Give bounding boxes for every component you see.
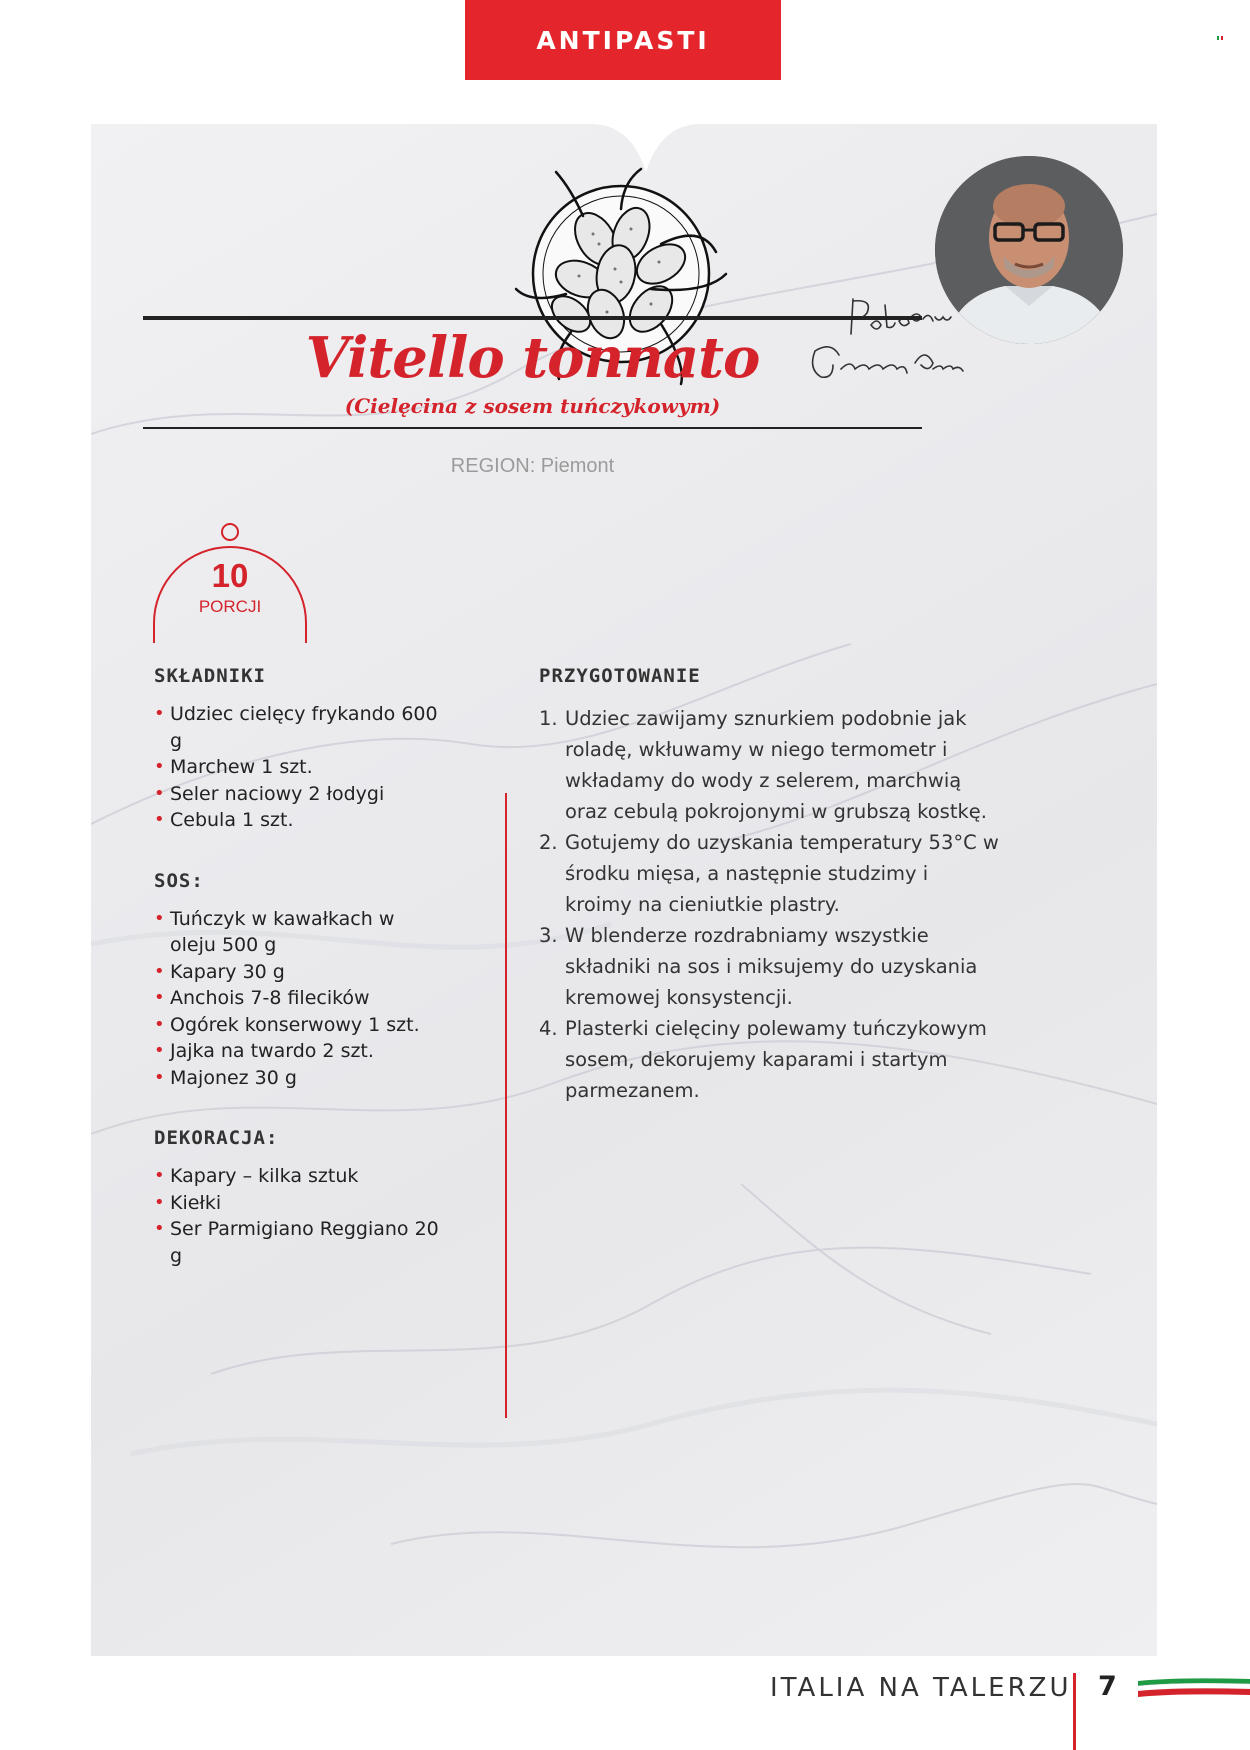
servings-label: PORCJI bbox=[198, 597, 262, 616]
preparation-steps bbox=[539, 703, 999, 1106]
list-item: • Marchew 1 szt. bbox=[154, 754, 444, 781]
step-text: Udziec zawijamy sznurkiem podobnie jak roladę, wkłuwamy w niego termometr i wkładamy do wody z selerem, marchwią oraz cebulą pokrojonymi w grubszą kostkę. bbox=[565, 707, 987, 823]
step-number: 4. bbox=[539, 1017, 558, 1040]
list-item: • Majonez 30 g bbox=[154, 1065, 444, 1092]
preparation-heading: PRZYGOTOWANIE bbox=[539, 665, 701, 687]
step-item bbox=[539, 703, 999, 827]
servings-count: 10 bbox=[211, 557, 249, 594]
list-item: • Cebula 1 szt. bbox=[154, 807, 444, 834]
list-item: • Udziec cielęcy frykando 600 g bbox=[154, 701, 444, 754]
step-number: 3. bbox=[539, 924, 558, 947]
list-item: • Seler naciowy 2 łodygi bbox=[154, 781, 444, 808]
list-item: • Jajka na twardo 2 szt. bbox=[154, 1038, 444, 1065]
servings-badge bbox=[152, 523, 308, 647]
sauce-heading: SOS: bbox=[154, 869, 204, 892]
step-item bbox=[539, 827, 999, 920]
ingredients-heading: SKŁADNIKI bbox=[154, 665, 266, 687]
recipe-subtitle: (Cielęcina z sosem tuńczykowym) bbox=[344, 394, 721, 418]
list-item: • Ser Parmigiano Reggiano 20 g bbox=[154, 1216, 444, 1269]
list-item: • Kiełki bbox=[154, 1190, 444, 1217]
title-rule-top bbox=[143, 316, 922, 320]
ingredients-list bbox=[154, 701, 444, 834]
decoration-list bbox=[154, 1163, 444, 1269]
recipe-title: Vitello tonnato bbox=[305, 325, 760, 391]
mini-flag-icon bbox=[1217, 36, 1223, 40]
step-text: Gotujemy do uzyskania temperatury 53°C w środku mięsa, a następnie studzimy i kroimy na cieniutkie plastry. bbox=[565, 831, 999, 916]
preparation-column bbox=[539, 665, 999, 1106]
recipe-region: REGION: Piemont bbox=[450, 455, 615, 477]
footer-title: ITALIA NA TALERZU bbox=[770, 1673, 1072, 1703]
step-item bbox=[539, 920, 999, 1013]
step-text: Plasterki cielęciny polewamy tuńczykowym sosem, dekorujemy kaparami i startym parmezanem. bbox=[565, 1017, 987, 1102]
step-number: 1. bbox=[539, 707, 558, 730]
column-divider bbox=[505, 793, 507, 1418]
step-number: 2. bbox=[539, 831, 558, 854]
sauce-list bbox=[154, 906, 444, 1092]
ingredients-column bbox=[154, 665, 444, 1305]
title-rule-bottom bbox=[143, 427, 922, 429]
italian-flag-stripes-icon bbox=[1138, 1677, 1250, 1699]
step-text: W blenderze rozdrabniamy wszystkie składniki na sos i miksujemy do uzyskania kremowej konsystencji. bbox=[565, 924, 978, 1009]
step-item bbox=[539, 1013, 999, 1106]
section-tab bbox=[465, 0, 781, 80]
list-item: • Kapary 30 g bbox=[154, 959, 444, 986]
decoration-heading: DEKORACJA: bbox=[154, 1127, 279, 1149]
list-item: • Ogórek konserwowy 1 szt. bbox=[154, 1012, 444, 1039]
page-number: 7 bbox=[1098, 1671, 1117, 1702]
list-item: • Kapary – kilka sztuk bbox=[154, 1163, 444, 1190]
list-item: • Tuńczyk w kawałkach w oleju 500 g bbox=[154, 906, 444, 959]
section-tab-label: ANTIPASTI bbox=[536, 25, 710, 55]
list-item: • Anchois 7-8 filecików bbox=[154, 985, 444, 1012]
footer-separator bbox=[1073, 1673, 1076, 1750]
